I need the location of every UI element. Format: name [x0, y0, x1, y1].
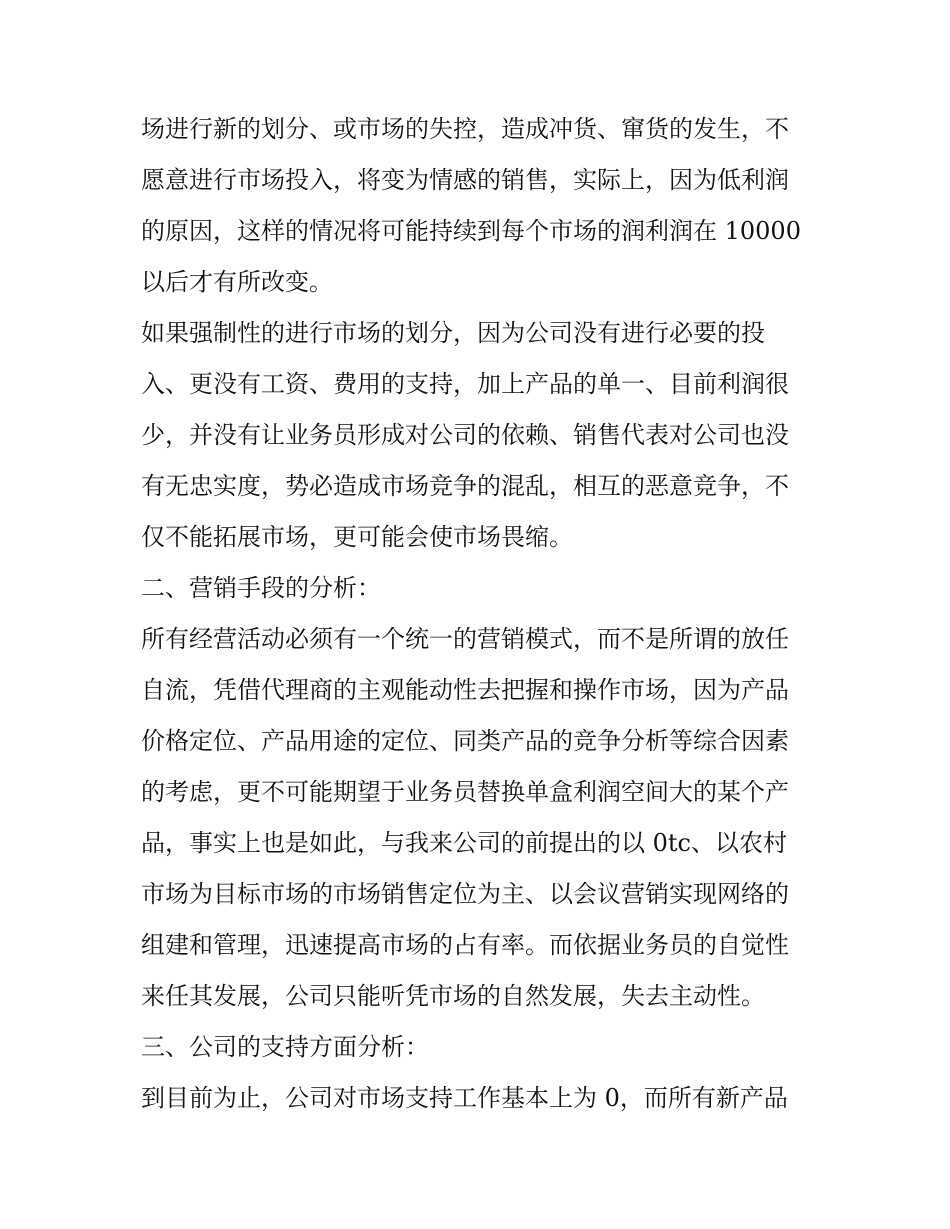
text-line: 仅不能拓展市场，更可能会使市场畏缩。 [141, 523, 573, 551]
text-line: 少，并没有让业务员形成对公司的依赖、销售代表对公司也没 [141, 421, 789, 449]
text-line: 自流，凭借代理商的主观能动性去把握和操作市场，因为产品 [141, 676, 789, 704]
text-line: 品，事实上也是如此，与我来公司的前提出的以 0tc、以农村 [141, 829, 787, 857]
text-line: 场进行新的划分、或市场的失控，造成冲货、窜货的发生，不 [141, 115, 789, 143]
text-line: 来任其发展，公司只能听凭市场的自然发展，失去主动性。 [141, 982, 765, 1010]
text-line: 入、更没有工资、费用的支持，加上产品的单一、目前利润很 [141, 370, 789, 398]
text-line: 组建和管理，迅速提高市场的占有率。而依据业务员的自觉性 [141, 931, 789, 959]
text-line: 市场为目标市场的市场销售定位为主、以会议营销实现网络的 [141, 880, 789, 908]
text-line: 愿意进行市场投入，将变为情感的销售，实际上，因为低利润 [141, 166, 789, 194]
text-line: 以后才有所改变。 [141, 268, 333, 296]
text-line: 有无忠实度，势必造成市场竞争的混乱，相互的恶意竞争，不 [141, 472, 789, 500]
text-line: 的原因，这样的情况将可能持续到每个市场的润利润在 10000 [141, 217, 801, 245]
paragraph-start-line: 到目前为止，公司对市场支持工作基本上为 0，而所有新产品 [141, 1084, 788, 1112]
text-line: 价格定位、产品用途的定位、同类产品的竞争分析等综合因素 [141, 727, 789, 755]
text-line: 的考虑，更不可能期望于业务员替换单盒利润空间大的某个产 [141, 778, 789, 806]
paragraph-start-line: 所有经营活动必须有一个统一的营销模式，而不是所谓的放任 [141, 625, 789, 653]
section-heading: 二、营销手段的分析： [141, 574, 381, 602]
paragraph-start-line: 如果强制性的进行市场的划分，因为公司没有进行必要的投 [141, 319, 765, 347]
section-heading: 三、公司的支持方面分析： [141, 1033, 429, 1061]
